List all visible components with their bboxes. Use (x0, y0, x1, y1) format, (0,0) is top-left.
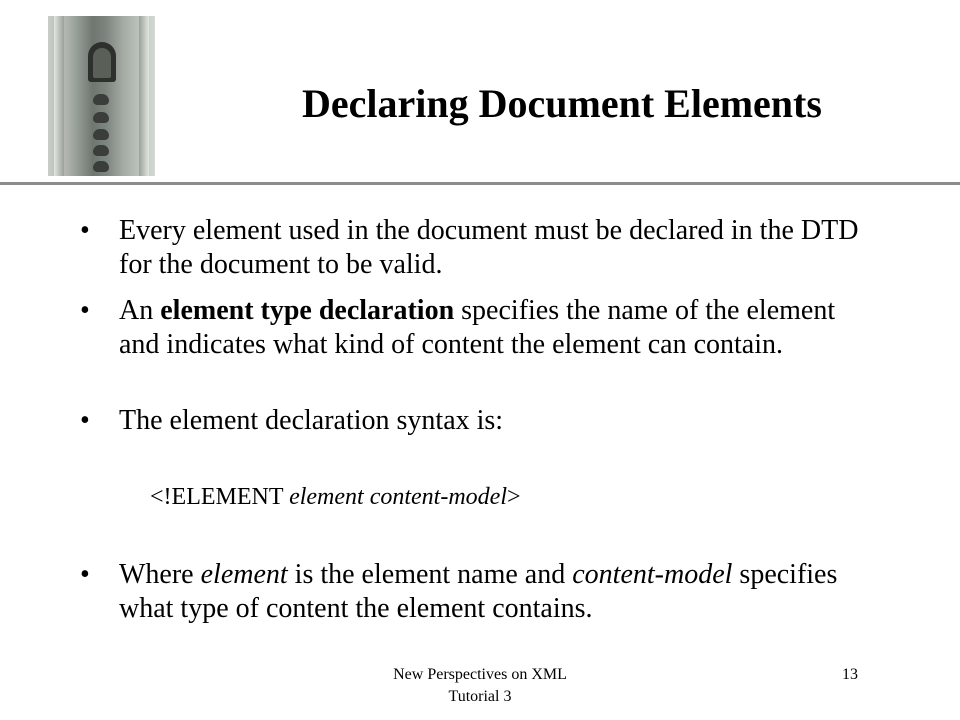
bullet-text: Where element is the element name and content-model specifies what type of content the element contains. (119, 559, 838, 624)
footer-line: Tutorial 3 (448, 688, 512, 705)
bold-term: element type declaration (160, 295, 455, 326)
syntax-params: element content-model (289, 484, 507, 510)
italic-term: content-model (572, 559, 733, 590)
bullet-glyph: • (80, 405, 90, 436)
bullet-item (80, 214, 880, 282)
slide-title: Declaring Document Elements (302, 81, 822, 126)
bullet-item (80, 294, 880, 362)
italic-term: element (200, 559, 288, 590)
bullet-text: Every element used in the document must be declared in the DTD for the document to be valid. (119, 215, 859, 280)
bullet-glyph: • (80, 559, 90, 590)
bridge-tower-photo (48, 16, 155, 176)
bullet-glyph: • (80, 295, 90, 326)
syntax-example: <!ELEMENT element content-model> (150, 484, 521, 510)
bullet-item (80, 558, 880, 626)
bullet-text: The element declaration syntax is: (119, 405, 504, 436)
bullet-item (80, 404, 880, 438)
footer-text (330, 664, 630, 708)
bullet-text: An element type declaration specifies the name of the element and indicates what kind of content the element can contain. (119, 295, 836, 360)
title-divider (0, 182, 960, 185)
bullet-glyph: • (80, 215, 90, 246)
page-number: 13 (842, 666, 858, 683)
footer-line: New Perspectives on XML (393, 666, 567, 683)
